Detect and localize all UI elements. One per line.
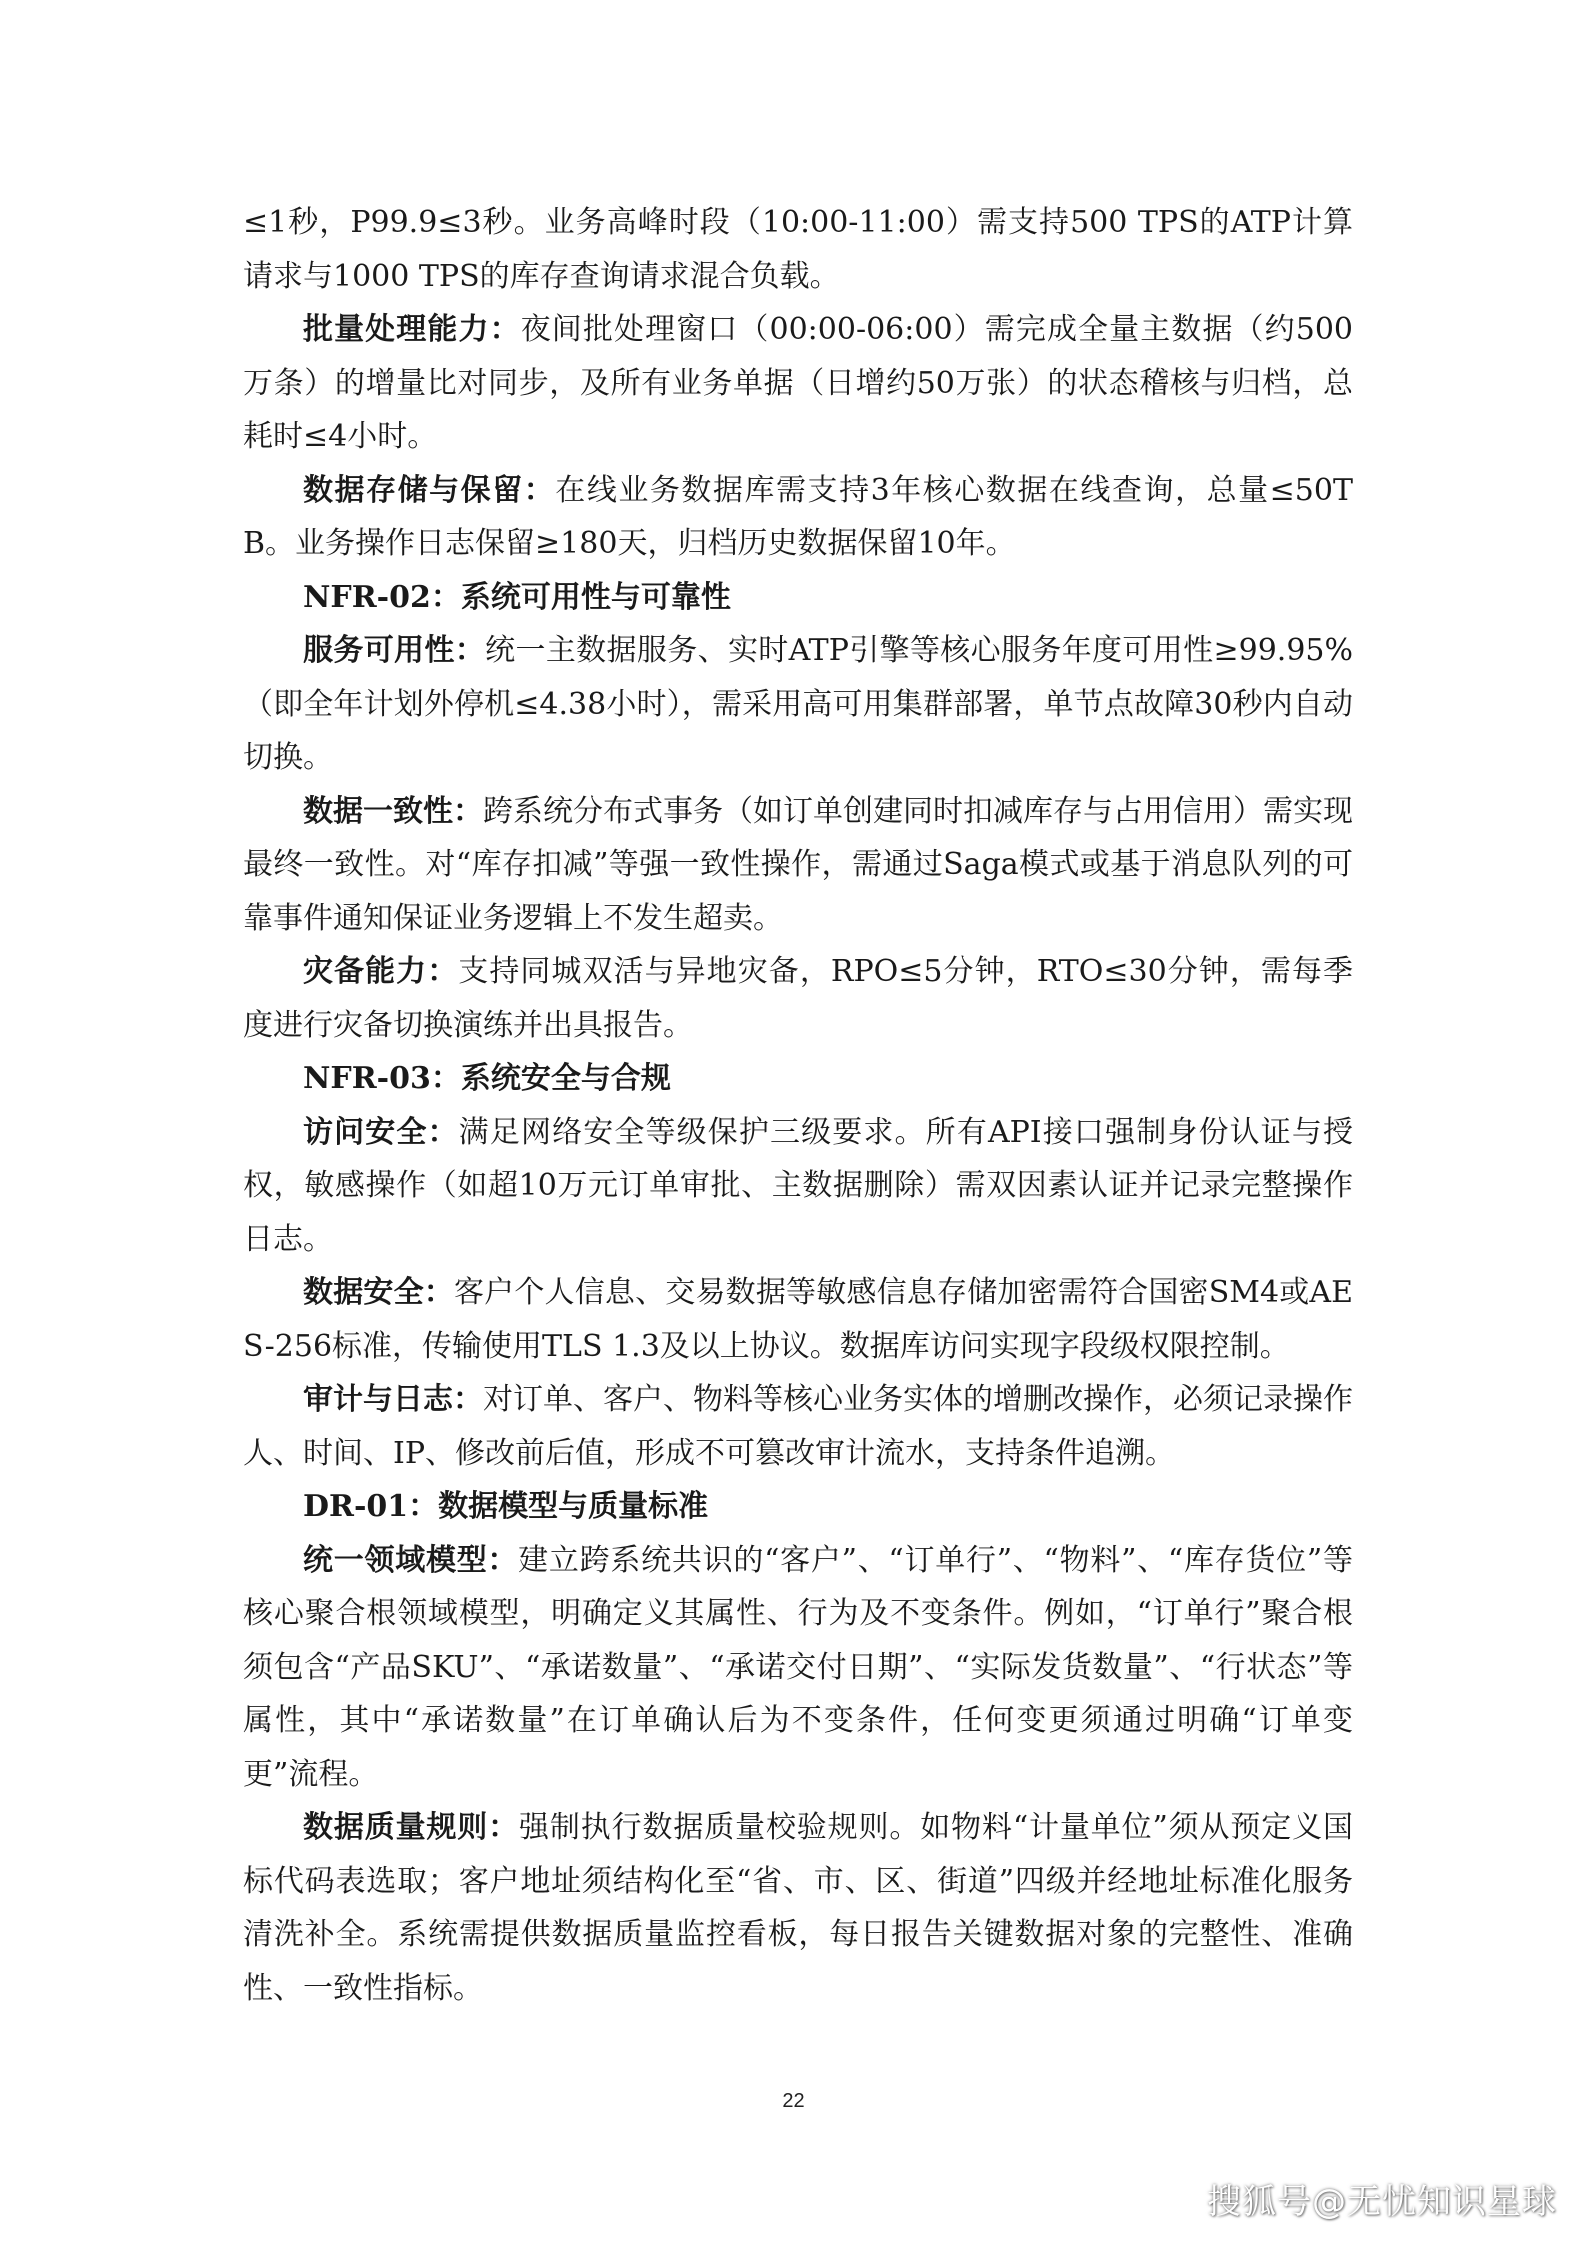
paragraph-domain-model — [243, 1534, 1353, 1802]
paragraph-batch-processing — [243, 303, 1353, 464]
paragraph-performance-continued — [243, 196, 1353, 303]
paragraph-audit-log — [243, 1373, 1353, 1480]
paragraph-text: 在线业务数据库需支持3年核心数据在线查询，总量≤50TB。业务操作日志保留≥180天，归档历史数据保留10年。 — [243, 472, 1353, 561]
page-number: 22 — [782, 2090, 805, 2112]
paragraph-label: 访问安全： — [303, 1114, 459, 1150]
paragraph-data-security — [243, 1266, 1353, 1373]
section-heading-dr-01: DR-01：数据模型与质量标准 — [303, 1489, 709, 1524]
paragraph-label: 灾备能力： — [303, 954, 459, 989]
paragraph-label: 数据质量规则： — [303, 1810, 520, 1845]
paragraph-label: 审计与日志： — [303, 1382, 483, 1417]
document-body — [243, 196, 1353, 2015]
paragraph-service-availability — [243, 624, 1353, 785]
paragraph-text: 跨系统分布式事务（如订单创建同时扣减库存与占用信用）需实现最终一致性。对“库存扣减”等强一致性操作，需通过Saga模式或基于消息队列的可靠事件通知保证业务逻辑上不发生超卖。 — [243, 793, 1353, 936]
section-heading-nfr-02: NFR-02：系统可用性与可靠性 — [303, 579, 731, 615]
paragraph-data-consistency — [243, 785, 1353, 946]
paragraph-text: ≤1秒，P99.9≤3秒。业务高峰时段（10:00-11:00）需支持500 TPS的ATP计算请求与1000 TPS的库存查询请求混合负载。 — [243, 205, 1353, 294]
paragraph-text: 建立跨系统共识的“客户”、“订单行”、“物料”、“库存货位”等核心聚合根领域模型，明确定义其属性、行为及不变条件。例如，“订单行”聚合根须包含“产品SKU”、“承诺数量”、“承诺交付日期”、“实际发货数量”、“行状态”等属性，其中“承诺数量”在订单确认后为不变条件，任何变更须通过明确“订单变更”流程。 — [243, 1542, 1353, 1792]
watermark: 搜狐号@无忧知识星球 — [1207, 2182, 1557, 2222]
paragraph-text: 支持同城双活与异地灾备，RPO≤5分钟，RTO≤30分钟，需每季度进行灾备切换演练并出具报告。 — [243, 954, 1353, 1043]
paragraph-disaster-recovery — [243, 945, 1353, 1052]
paragraph-label: 数据一致性： — [303, 793, 483, 829]
paragraph-text: 强制执行数据质量校验规则。如物料“计量单位”须从预定义国标代码表选取；客户地址须结构化至“省、市、区、街道”四级并经地址标准化服务清洗补全。系统需提供数据质量监控看板，每日报告关键数据对象的完整性、准确性、一致性指标。 — [243, 1810, 1353, 2006]
paragraph-label: 批量处理能力： — [303, 312, 521, 347]
paragraph-access-security — [243, 1106, 1353, 1267]
paragraph-label: 数据安全： — [303, 1275, 454, 1310]
paragraph-label: 统一领域模型： — [303, 1542, 519, 1578]
paragraph-text: 对订单、客户、物料等核心业务实体的增删改操作，必须记录操作人、时间、IP、修改前后值，形成不可篡改审计流水，支持条件追溯。 — [243, 1382, 1353, 1471]
section-heading-nfr-03: NFR-03：系统安全与合规 — [303, 1061, 671, 1096]
paragraph-label: 服务可用性： — [303, 633, 486, 668]
paragraph-text: 满足网络安全等级保护三级要求。所有API接口强制身份认证与授权，敏感操作（如超10万元订单审批、主数据删除）需双因素认证并记录完整操作日志。 — [243, 1114, 1353, 1257]
paragraph-data-storage — [243, 464, 1353, 571]
paragraph-text: 统一主数据服务、实时ATP引擎等核心服务年度可用性≥99.95%（即全年计划外停机≤4.38小时），需采用高可用集群部署，单节点故障30秒内自动切换。 — [243, 633, 1353, 775]
paragraph-label: 数据存储与保留： — [303, 472, 556, 508]
paragraph-text: 夜间批处理窗口（00:00-06:00）需完成全量主数据（约500万条）的增量比对同步，及所有业务单据（日增约50万张）的状态稽核与归档，总耗时≤4小时。 — [243, 312, 1354, 454]
paragraph-data-quality — [243, 1801, 1353, 2015]
paragraph-text: 客户个人信息、交易数据等敏感信息存储加密需符合国密SM4或AES-256标准，传输使用TLS 1.3及以上协议。数据库访问实现字段级权限控制。 — [243, 1275, 1354, 1364]
